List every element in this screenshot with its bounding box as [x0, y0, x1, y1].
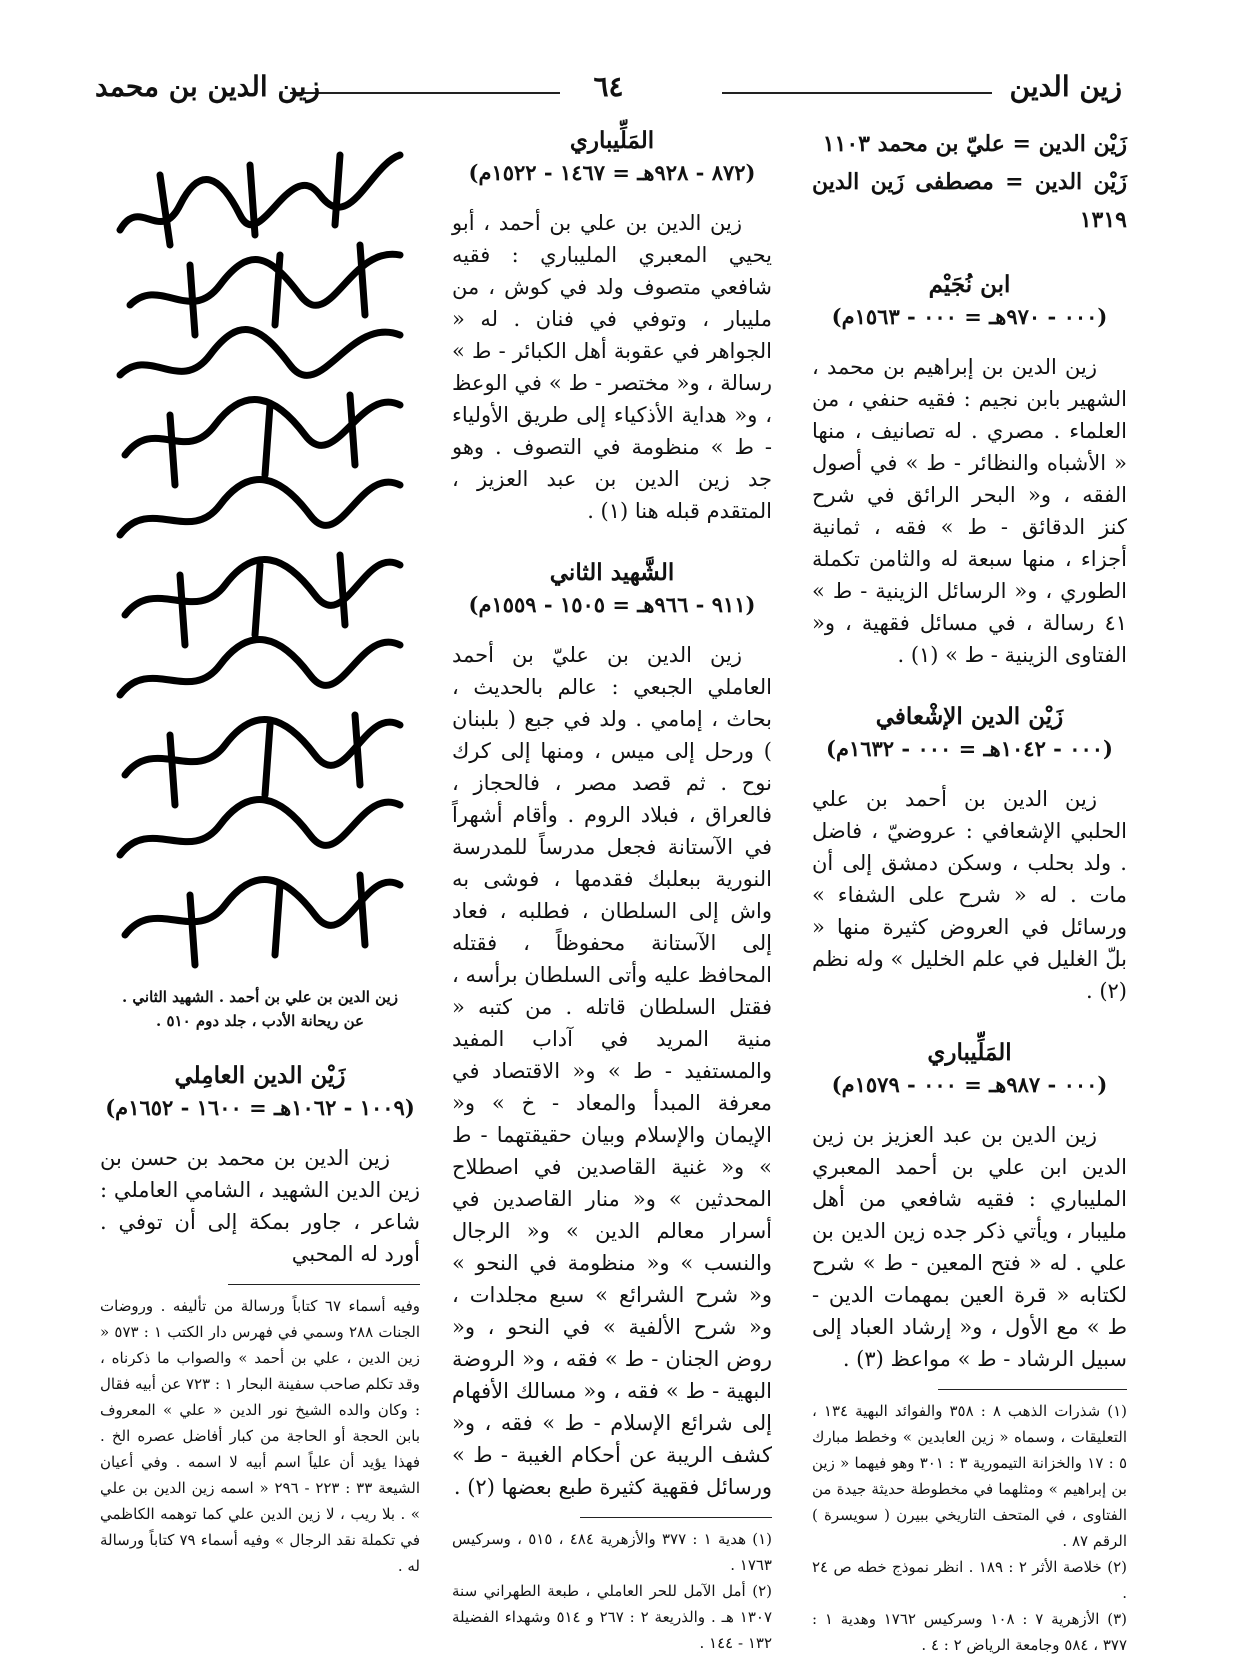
entry-dates: (٨٧٢ - ٩٢٨هـ = ١٤٦٧ - ١٥٢٢م) — [468, 160, 756, 185]
entry-title: زَيْن الدين العامِلي — [174, 1062, 346, 1089]
header-rule-left — [290, 92, 560, 94]
footnote-rule — [580, 1517, 772, 1518]
header-rule-right — [722, 92, 992, 94]
footnote: (٢) أمل الآمل للحر العاملي ، طبعة الطهراني سنة ١٣٠٧ هـ . والذريعة ٢ : ٢٦٧ و ٥١٤ وشهداء الفضيلة ١٣٢ - ١٤٤ . — [452, 1582, 773, 1652]
entry-text: زين الدين بن علي بن أحمد ، أبو يحيي المعبري المليباري : فقيه شافعي متصوف ولد في كوش ، من مليبار ، وتوفي في فنان . له « الجواهر في عقوبة أهل الكبائر - ط » رسالة ، و« مختصر - ط » في الوعظ ، و« هداية الأذكياء إلى طريق الأولياء - ط » منظومة في التصوف . وهو جد زين الدين بن عبد العزيز ، المتقدم قبله هنا (١) . — [452, 211, 772, 523]
entry-dates: (١٠٠٩ - ١٠٦٢هـ = ١٦٠٠ - ١٦٥٢م) — [105, 1095, 415, 1120]
entry-dates: (٠٠٠ - ٩٧٠هـ = ٠٠٠ - ١٥٦٣م) — [831, 304, 1108, 329]
entry-dates: (٩١١ - ٩٦٦هـ = ١٥٠٥ - ١٥٥٩م) — [468, 592, 756, 617]
entry-title: المَلِّيباري — [927, 1039, 1012, 1066]
entry-text: زين الدين بن عليّ بن أحمد العاملي الجبعي : عالم بالحديث ، بحاث ، إمامي . ولد في جبع ( بلبنان ) ورحل إلى ميس ، ومنها إلى كرك نوح . ثم قصد مصر ، فالحجاز ، فالعراق ، فبلاد الروم . وأقام أشهراً في الآستانة فجعل مدرساً للمدرسة النورية ببعلبك فقدمها ، فوشى به واش إلى السلطان ، فطلبه ، فعاد إلى الآستانة محفوظاً ، فقتله المحافظ عليه وأتى السلطان برأسه ، فقتل السلطان قاتله . من كتبه « منية المريد في آداب المفيد والمستفيد - ط » و« الاقتصاد في معرفة المبدأ والمعاد - خ » و« الإيمان والإسلام وبيان حقيقتهما - ط » و« غنية القاصدين في اصطلاح المحدثين » و« منار القاصدين في أسرار معالم الدين » و« الرجال والنسب » و« منظومة في النحو » و« شرح الشرائع » سبع مجلدات ، و« شرح الألفية » في النحو ، و« روض الجنان - ط » فقه ، و« الروضة البهية - ط » فقه ، و« مسالك الأفهام إلى شرائع الإسلام - ط » فقه ، و« كشف الريبة عن أحكام الغيبة - ط » ورسائل فقهية كثيرة طبع بعضها (٢) . — [452, 643, 772, 1499]
entry-block — [100, 1060, 420, 1579]
header-right-title: زين الدين — [1009, 70, 1122, 103]
header-left-title: زين الدين بن محمد — [95, 70, 321, 103]
footnote: (١) شذرات الذهب ٨ : ٣٥٨ والفوائد البهية ١٣٤ ، التعليقات ، وسماه « زين العابدين » وخطط مبارك ٥ : ١٧ والخزانة التيمورية ٣ : ٣٠١ وهو فيهما « زين بن إبراهيم » ومثلهما في مخطوطة حديثة جيدة من الفتاوى ، في المتحف التاريخي ببيرن ( سويسرة ) الرقم ٨٧ . — [812, 1402, 1128, 1550]
entry-title: المَلِّيباري — [569, 127, 655, 154]
page-header — [95, 70, 1122, 110]
cross-reference: زَيْن الدين = عليّ بن محمد ١١٠٣ — [822, 131, 1127, 157]
footnote: (٢) خلاصة الأثر ٢ : ١٨٩ . انظر نموذج خطه ص ٢٤ . — [812, 1558, 1127, 1602]
entry-text: زين الدين بن محمد بن حسن بن زين الدين الشهيد ، الشامي العاملي : شاعر ، جاور بمكة إلى أن توفي . أورد له المحبي — [100, 1146, 420, 1266]
entry-text: زين الدين بن إبراهيم بن محمد ، الشهير بابن نجيم : فقيه حنفي ، من العلماء . مصري . له تصانيف ، منها « الأشباه والنظائر - ط » في أصول الفقه ، و« البحر الرائق في شرح كنز الدقائق - ط » فقه ، ثمانية أجزاء ، منها سبعة له والثامن تكملة الطوري ، و« الرسائل الزينية - ط » ٤١ رسالة ، في مسائل فقهية ، و« الفتاوى الزينية - ط » (١) . — [812, 355, 1127, 667]
page-number: ٦٤ — [593, 70, 624, 103]
entry-title: زَيْن الدين الإشْعافي — [875, 703, 1064, 730]
cross-reference: زَيْن الدين = مصطفى زَين الدين ١٣١٩ — [812, 169, 1127, 233]
footnote: (٣) الأزهرية ٧ : ١٠٨ وسركيس ١٧٦٢ وهدية ١ : ٣٧٧ ، ٥٨٤ وجامعة الرياض ٢ : ٤ . — [812, 1610, 1127, 1654]
handwriting-sample-image — [100, 135, 420, 985]
entry-title: ابن نُجَيْم — [928, 271, 1011, 298]
footnote: وفيه أسماء ٦٧ كتاباً ورسالة من تأليفه . وروضات الجنات ٢٨٨ وسمي في فهرس دار الكتب ١ : ٥٧٣ « زين الدين ، علي بن أحمد » والصواب ما ذكرناه ، وقد تكلم صاحب سفينة البحار ١ : ٧٢٣ عن أبيه فقال : وكان والده الشيخ نور الدين « علي » المعروف بابن الحجة أو الحاجة من كبار أفاضل عصره الخ . فهذا يؤيد أن علياً اسم أبيه لا اسمه . وفي أعيان الشيعة ٣٣ : ٢٢٣ - ٢٩٦ « اسمه زين الدين بن علي » . بلا ريب ، لا زين الدين علي كما توهمه الكاظمي في تكملة نقد الرجال » وفيه أسماء ٧٩ كتاباً ورسالة له . — [100, 1297, 421, 1575]
footnote-rule — [228, 1284, 420, 1285]
caption-line: زين الدين بن علي بن أحمد . الشهيد الثاني . — [121, 988, 399, 1006]
entry-text: زين الدين بن أحمد بن علي الحلبي الإشعافي : عروضيّ ، فاضل . ولد بحلب ، وسكن دمشق إلى أن مات . له « شرح على الشفاء » ورسائل في العروض كثيرة منها « بلّ الغليل في علم الخليل » وله نظم (٢) . — [812, 787, 1127, 1003]
caption-line: عن ريحانة الأدب ، جلد دوم ٥١٠ . — [156, 1012, 364, 1030]
entry-title: الشَّهيد الثاني — [549, 559, 675, 586]
entry-dates: (٠٠٠ - ٩٨٧هـ = ٠٠٠ - ١٥٧٩م) — [831, 1072, 1108, 1097]
middle-column — [452, 125, 772, 1656]
entry-dates: (٠٠٠ - ١٠٤٢هـ = ٠٠٠ - ١٦٣٢م) — [826, 736, 1113, 761]
image-caption — [100, 985, 420, 1033]
right-column — [812, 125, 1127, 1658]
entry-text: زين الدين بن عبد العزيز بن زين الدين ابن علي بن أحمد المعبري المليباري : فقيه شافعي من أهل مليبار ، ويأتي ذكر جده زين الدين بن علي . له « فتح المعين - ط » شرح لكتابه « قرة العين بمهمات الدين - ط » مع الأول ، و« إرشاد العباد إلى سبيل الرشاد - ط » مواعظ (٣) . — [812, 1123, 1127, 1371]
footnote-rule — [938, 1389, 1127, 1390]
footnote: (١) هدية ١ : ٣٧٧ والأزهرية ٤٨٤ ، ٥١٥ ، وسركيس ١٧٦٣ . — [452, 1530, 772, 1574]
